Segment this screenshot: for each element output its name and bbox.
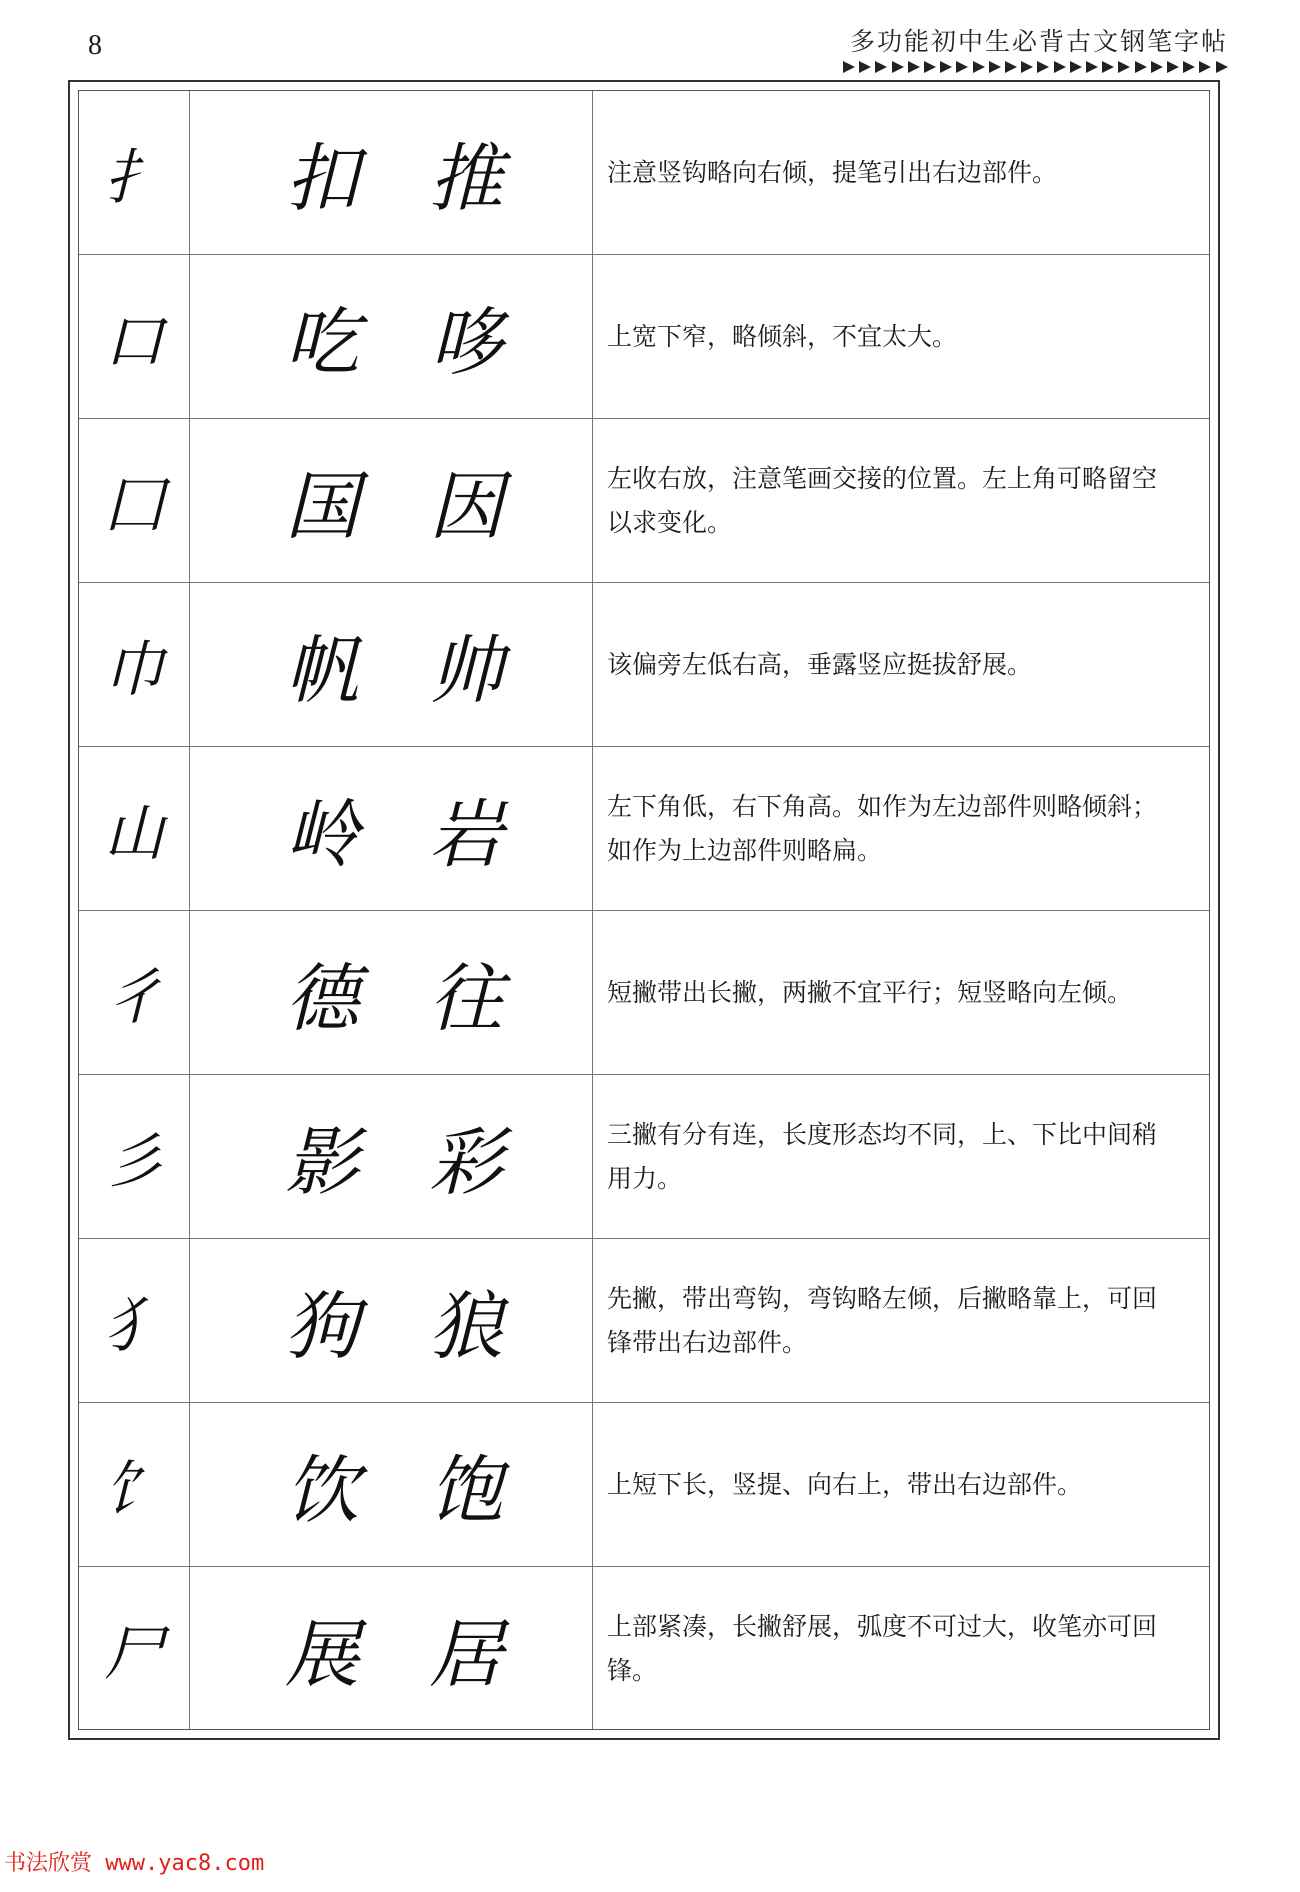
table-row — [79, 1239, 1209, 1403]
example-character: 狗 — [285, 1283, 359, 1370]
writing-note: 上宽下窄，略倾斜，不宜太大。 — [607, 321, 958, 351]
table-row — [79, 1075, 1209, 1239]
example-character: 帅 — [429, 627, 503, 714]
radical-glyph: 囗 — [104, 470, 164, 541]
table-row — [79, 911, 1209, 1075]
writing-note: 短撇带出长撇，两撇不宜平行；短竖略向左倾。 — [607, 977, 1133, 1007]
writing-note: 上短下长，竖提、向右上，带出右边部件。 — [607, 1469, 1083, 1499]
example-character: 国 — [285, 463, 359, 550]
table-row — [79, 583, 1209, 747]
table-row — [79, 747, 1209, 911]
example-character: 往 — [429, 955, 503, 1042]
example-character: 影 — [285, 1119, 359, 1206]
example-character: 岩 — [429, 791, 503, 878]
radical-glyph: 饣 — [104, 1454, 164, 1525]
page-number: 8 — [88, 30, 102, 61]
example-character: 吃 — [285, 299, 359, 386]
practice-table — [78, 90, 1210, 1730]
table-row — [79, 1403, 1209, 1567]
radical-glyph: 扌 — [104, 142, 164, 213]
radical-glyph: 山 — [104, 798, 164, 869]
radical-glyph: 犭 — [104, 1290, 164, 1361]
example-character: 岭 — [285, 791, 359, 878]
table-row — [79, 1567, 1209, 1731]
radical-glyph: 彳 — [104, 962, 164, 1033]
example-character: 扣 — [285, 135, 359, 222]
example-character: 因 — [429, 463, 503, 550]
example-character: 彩 — [429, 1119, 503, 1206]
example-character: 狼 — [429, 1283, 503, 1370]
table-row — [79, 419, 1209, 583]
site-watermark: 书法欣赏 www.yac8.com — [4, 1851, 265, 1876]
example-character: 居 — [429, 1612, 503, 1698]
writing-note: 先撇，带出弯钩，弯钩略左倾，后撇略靠上，可回锋带出右边部件。 — [607, 1283, 1158, 1357]
header-arrow-divider — [843, 60, 1228, 74]
writing-note: 注意竖钩略向右倾，提笔引出右边部件。 — [607, 157, 1058, 187]
example-character: 饮 — [285, 1447, 359, 1534]
writing-note: 左收右放，注意笔画交接的位置。左上角可略留空以求变化。 — [607, 463, 1158, 537]
example-character: 饱 — [429, 1447, 503, 1534]
writing-note: 左下角低，右下角高。如作为左边部件则略倾斜；如作为上边部件则略扁。 — [607, 791, 1158, 865]
book-title: 多功能初中生必背古文钢笔字帖 — [849, 27, 1228, 56]
radical-glyph: 彡 — [104, 1126, 164, 1197]
radical-glyph: 巾 — [104, 634, 164, 705]
table-row — [79, 255, 1209, 419]
example-character: 哆 — [429, 299, 503, 386]
table-row — [79, 91, 1209, 255]
writing-note: 三撇有分有连，长度形态均不同，上、下比中间稍用力。 — [607, 1119, 1158, 1193]
example-character: 帆 — [285, 627, 359, 714]
radical-glyph: 口 — [104, 306, 164, 377]
example-character: 德 — [285, 955, 359, 1042]
writing-note: 上部紧凑，长撇舒展，弧度不可过大，收笔亦可回锋。 — [607, 1612, 1158, 1685]
writing-note: 该偏旁左低右高，垂露竖应挺拔舒展。 — [607, 649, 1033, 679]
example-character: 推 — [429, 135, 503, 222]
example-character: 展 — [285, 1612, 359, 1698]
practice-table-frame — [68, 80, 1220, 1740]
radical-glyph: 尸 — [104, 1619, 164, 1689]
